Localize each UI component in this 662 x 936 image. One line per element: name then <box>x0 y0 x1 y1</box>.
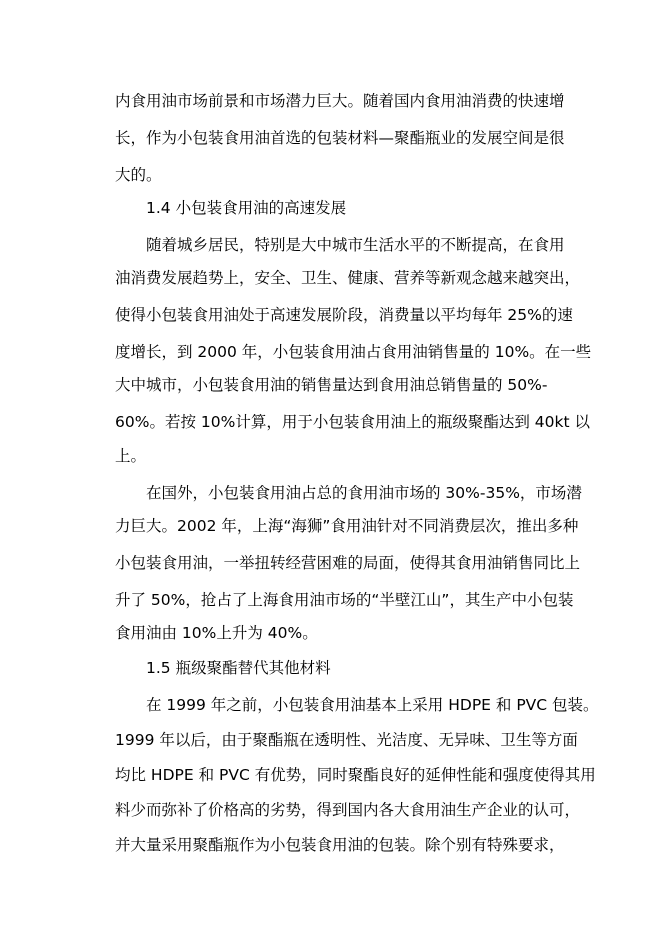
paragraph-line: 小包装食用油，一举扭转经营困难的局面，使得其食用油销售同比上 <box>115 554 581 572</box>
paragraph-line: 长，作为小包装食用油首选的包装材料—聚酯瓶业的发展空间是很 <box>115 129 565 147</box>
paragraph-line: 均比 HDPE 和 PVC 有优势，同时聚酯良好的延伸性能和强度使得其用 <box>115 766 596 784</box>
paragraph-line: 60%。若按 10%计算，用于小包装食用油上的瓶级聚酯达到 40kt 以 <box>115 413 590 431</box>
paragraph-line: 大的。 <box>115 166 162 184</box>
paragraph-line: 并大量采用聚酯瓶作为小包装食用油的包装。除个别有特殊要求， <box>115 836 565 854</box>
paragraph-line: 使得小包装食用油处于高速发展阶段，消费量以平均每年 25%的速 <box>115 306 573 324</box>
paragraph-line: 力巨大。2002 年，上海“海狮”食用油针对不同消费层次，推出多种 <box>115 517 579 535</box>
paragraph-line: 大中城市，小包装食用油的销售量达到食用油总销售量的 50%- <box>115 376 548 394</box>
paragraph-line: 1999 年以后，由于聚酯瓶在透明性、光洁度、无异味、卫生等方面 <box>115 731 578 749</box>
paragraph-line: 在国外，小包装食用油占总的食用油市场的 30%-35%，市场潜 <box>146 484 582 502</box>
paragraph-line: 料少而弥补了价格高的劣势，得到国内各大食用油生产企业的认可， <box>115 801 581 819</box>
paragraph-line: 随着城乡居民，特别是大中城市生活水平的不断提高，在食用 <box>146 236 565 254</box>
paragraph-line: 度增长，到 2000 年，小包装食用油占食用油销售量的 10%。在一些 <box>115 343 592 361</box>
paragraph-line: 内食用油市场前景和市场潜力巨大。随着国内食用油消费的快速增 <box>115 92 565 110</box>
paragraph-line: 升了 50%，抢占了上海食用油市场的“半壁江山”，其生产中小包装 <box>115 591 574 609</box>
section-heading: 1.5 瓶级聚酯替代其他材料 <box>146 659 331 677</box>
paragraph-line: 上。 <box>115 447 147 465</box>
section-heading: 1.4 小包装食用油的高速发展 <box>146 199 347 217</box>
paragraph-line: 油消费发展趋势上，安全、卫生、健康、营养等新观念越来越突出， <box>115 269 581 287</box>
paragraph-line: 在 1999 年之前，小包装食用油基本上采用 HDPE 和 PVC 包装。 <box>146 696 599 714</box>
paragraph-line: 食用油由 10%上升为 40%。 <box>115 624 318 642</box>
